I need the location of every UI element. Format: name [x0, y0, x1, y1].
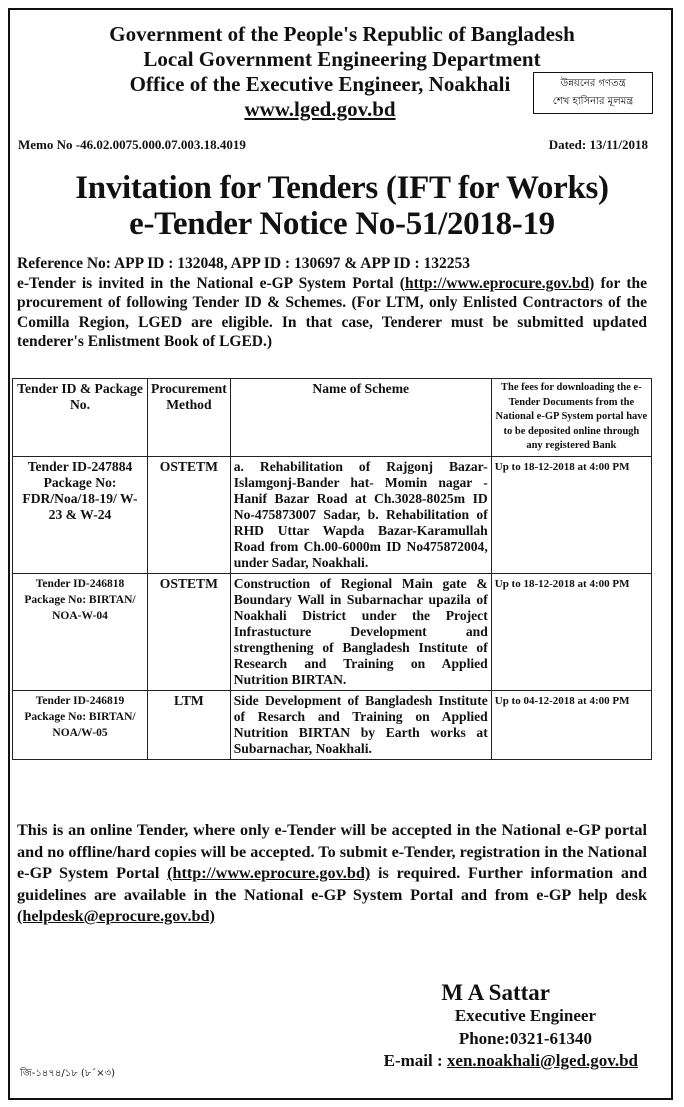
scheme-cell: Construction of Regional Main gate & Boundary Wall in Subarnachar upazila of Noakhali District under the Project Infrastucture Development and strengthening of Bangladesh Institute of Research and Training on Applied Nutrition BIRTAN. — [230, 573, 491, 690]
method-cell: OSTETM — [148, 456, 231, 573]
department-heading: Local Government Engineering Department — [143, 47, 541, 71]
header-method: Procurement Method — [148, 379, 231, 457]
header-scheme: Name of Scheme — [230, 379, 491, 457]
eprocure-link-2[interactable]: (http://www.eprocure.gov.bd) — [167, 864, 371, 882]
notice-title: Invitation for Tenders (IFT for Works) — [75, 170, 609, 206]
eprocure-link[interactable]: (http://www.eprocure.gov.bd) — [399, 274, 595, 292]
tender-id: Tender ID-246819 — [35, 694, 125, 707]
method-cell: LTM — [148, 690, 231, 759]
scheme-cell: Side Development of Bangladesh Institute of Resarch and Training on Applied Nutrition BIRTAN by Earth works at Subarnachar, Noakhali. — [230, 690, 491, 759]
deadline-cell: Up to 04-12-2018 at 4:00 PM — [491, 690, 651, 759]
slogan-line-2: শেখ হাসিনার মূলমন্ত্র — [552, 96, 634, 107]
notice-subtitle: e-Tender Notice No-51/2018-19 — [129, 206, 555, 242]
tender-id-cell — [13, 573, 148, 690]
slogan-line-1: উন্নয়নের গণতন্ত্র — [560, 78, 626, 89]
signatory-email-line — [384, 1051, 638, 1071]
table-row — [13, 573, 652, 690]
deadline-cell: Up to 18-12-2018 at 4:00 PM — [491, 573, 651, 690]
header-fees: The fees for downloading the e-Tender Documents from the National e-GP System portal have to be deposited online through any registered Bank — [491, 379, 651, 457]
tender-id: Tender ID-247884 — [27, 458, 133, 474]
tender-table — [12, 378, 652, 760]
memo-date: Dated: 13/11/2018 — [548, 137, 648, 152]
reference-line: Reference No: APP ID : 132048, APP ID : 130697 & APP ID : 132253 — [17, 255, 471, 272]
website-link[interactable]: www.lged.gov.bd — [244, 97, 396, 121]
package-no: Package No: BIRTAN/ NOA-W-04 — [24, 593, 136, 622]
signatory-designation: Executive Engineer — [454, 1006, 596, 1025]
table-row — [13, 456, 652, 573]
table-row — [13, 690, 652, 759]
package-no: Package No: FDR/Noa/18-19/ W-23 & W-24 — [22, 474, 138, 522]
email-label: E-mail : — [383, 1051, 447, 1070]
signatory-name: M A Sattar — [441, 980, 550, 1005]
footer-code: জি-১৪৭৪/১৮ (৮ˊ×৩) — [20, 1068, 116, 1079]
header-tender-id: Tender ID & Package No. — [13, 379, 148, 457]
intro-text: e-Tender is invited in the National e-GP System Portal (http://www.eprocure.gov.bd) for the procurement of following Tender ID & Schemes. (For LTM, only Enlisted Contractors of the Comilla Region, LGED are eligible. In that case, Tenderer must be submitted updated tenderer's Enlistment Book of LGED.) — [17, 274, 647, 350]
intro-paragraph — [17, 254, 647, 352]
govt-heading: Government of the People's Republic of Bangladesh — [109, 22, 575, 46]
scheme-cell: a. Rehabilitation of Rajgonj Bazar-Islamgonj-Bander hat- Momin nagar -Hanif Bazar Road at Ch.3028-8025m ID No-475873007 Sadar, b. Rehabilitation of RHD Uttar Wapda Bazar-Karamullah Road from Ch.00-6000m ID No475872004, under Sadar, Noakhali. — [230, 456, 491, 573]
office-heading: Office of the Executive Engineer, Noakhali — [129, 72, 511, 96]
tender-id-cell — [13, 456, 148, 573]
memo-number: Memo No -46.02.0075.000.07.003.18.4019 — [18, 137, 246, 152]
deadline-cell: Up to 18-12-2018 at 4:00 PM — [491, 456, 651, 573]
online-tender-notice: This is an online Tender, where only e-Tender will be accepted in the National e-GP portal and no offline/hard copies will be accepted. To submit e-Tender, registration in the National e-GP System Portal (http://www.eprocure.gov.bd) is required. Further information and guidelines are available in the National e-GP System Portal and from e-GP help desk (helpdesk@eprocure.gov.bd) — [17, 821, 647, 925]
slogan-box — [533, 72, 653, 114]
table-header-row — [13, 379, 652, 457]
package-no: Package No: BIRTAN/ NOA/W-05 — [24, 710, 136, 739]
tender-id: Tender ID-246818 — [35, 577, 125, 590]
helpdesk-email-link[interactable]: (helpdesk@eprocure.gov.bd) — [17, 907, 215, 925]
method-cell: OSTETM — [148, 573, 231, 690]
signatory-phone: Phone:0321-61340 — [458, 1029, 592, 1048]
signatory-email-link[interactable]: xen.noakhali@lged.gov.bd — [446, 1051, 638, 1070]
tender-id-cell — [13, 690, 148, 759]
